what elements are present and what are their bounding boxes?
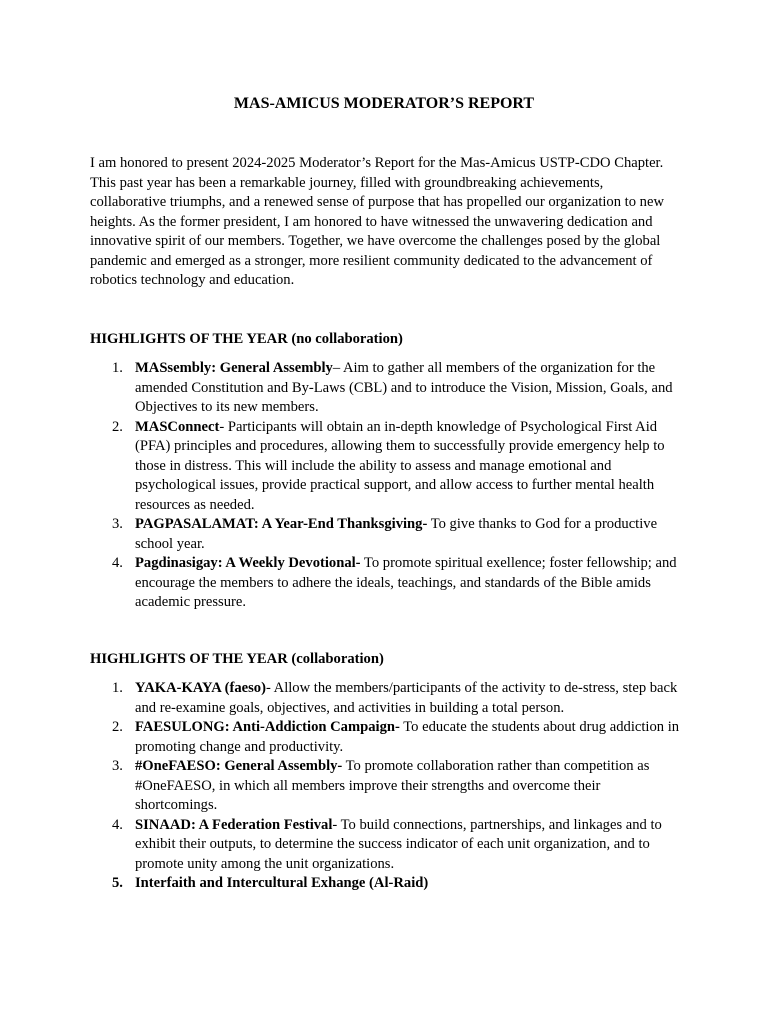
list-item-number: 4.	[112, 816, 123, 833]
list-item-description: – Aim to gather all members of the organization for the amended Constitution and By-Laws (CBL) and to introduce the Vision, Mission, Goals, and Objectives to its new members.	[135, 360, 673, 415]
highlights-list-collaboration	[90, 679, 680, 894]
intro-paragraph: I am honored to present 2024-2025 Moderator’s Report for the Mas-Amicus USTP-CDO Chapter. This past year has been a remarkable journey, filled with groundbreaking achievements, collaborative triumphs, and a renewed sense of purpose that has propelled our organization to new heights. As the former president, I am honored to have witnessed the unwavering dedication and innovative spirit of our members. Together, we have overcome the challenges posed by the global pandemic and emerged as a stronger, more resilient community dedicated to the advancement of robotics technology and education.	[90, 155, 664, 288]
list-item-description: - Participants will obtain an in-depth knowledge of Psychological First Aid (PFA) principles and procedures, allowing them to successfully provide emergency help to those in distress. This will include the ability to assess and manage emotional and psychological issues, provide practical support, and allow access to further mental health resources as needed.	[135, 418, 665, 513]
list-item-title: MASsembly: General Assembly	[135, 360, 333, 376]
list-item-title: Pagdinasigay: A Weekly Devotional-	[135, 555, 361, 571]
list-item-title: #OneFAESO: General Assembly-	[135, 758, 343, 774]
list-item	[90, 515, 680, 554]
list-item	[90, 679, 680, 718]
list-item-description: To give thanks to God for a productive school year.	[135, 516, 658, 552]
list-item-title: Interfaith and Intercultural Exhange (Al-Raid)	[135, 875, 429, 891]
list-item-description: To promote collaboration rather than competition as #OneFAESO, in which all members improve their strengths and overcome their shortcomings.	[135, 758, 650, 813]
list-item-number: 3.	[112, 758, 123, 774]
list-item-number: 2.	[112, 719, 123, 735]
list-item	[90, 554, 680, 613]
list-item	[90, 418, 680, 516]
list-item-title: FAESULONG: Anti-Addiction Campaign-	[135, 719, 400, 735]
list-item	[90, 816, 680, 875]
section-heading-no-collaboration: HIGHLIGHTS OF THE YEAR (no collaboration)	[90, 331, 403, 347]
list-item-description: - To build connections, partnerships, and linkages and to exhibit their outputs, to determine the success indicator of each unit organization, and to promote unity among the unit organizations.	[135, 816, 662, 872]
list-item	[90, 874, 680, 894]
list-item	[90, 757, 680, 816]
list-item-title: PAGPASALAMAT: A Year-End Thanksgiving-	[135, 516, 428, 532]
section-heading-collaboration: HIGHLIGHTS OF THE YEAR (collaboration)	[90, 651, 384, 667]
list-item-number: 2.	[112, 418, 123, 435]
list-item-title: SINAAD: A Federation Festival	[135, 816, 333, 833]
list-item-description: To promote spiritual exellence; foster fellowship; and encourage the members to adhere the ideals, teachings, and standards of the Bible amids academic pressure.	[135, 555, 677, 610]
list-item-description: - Allow the members/participants of the activity to de-stress, step back and re-examine goals, objectives, and activities in building a total person.	[135, 680, 678, 716]
list-item	[90, 359, 680, 418]
list-item-number: 1.	[112, 680, 123, 696]
list-item-title: YAKA-KAYA (faeso)	[135, 680, 266, 696]
list-item-number: 4.	[112, 555, 123, 571]
report-title: MAS-AMICUS MODERATOR’S REPORT	[233, 95, 535, 112]
list-item-number: 1.	[112, 360, 123, 376]
highlights-list-no-collaboration	[90, 359, 680, 613]
list-item-title: MASConnect	[135, 418, 220, 435]
list-item-description: To educate the students about drug addiction in promoting change and productivity.	[135, 719, 680, 755]
list-item-number: 3.	[112, 516, 123, 532]
list-item-number: 5.	[112, 875, 123, 891]
list-item	[90, 718, 680, 757]
